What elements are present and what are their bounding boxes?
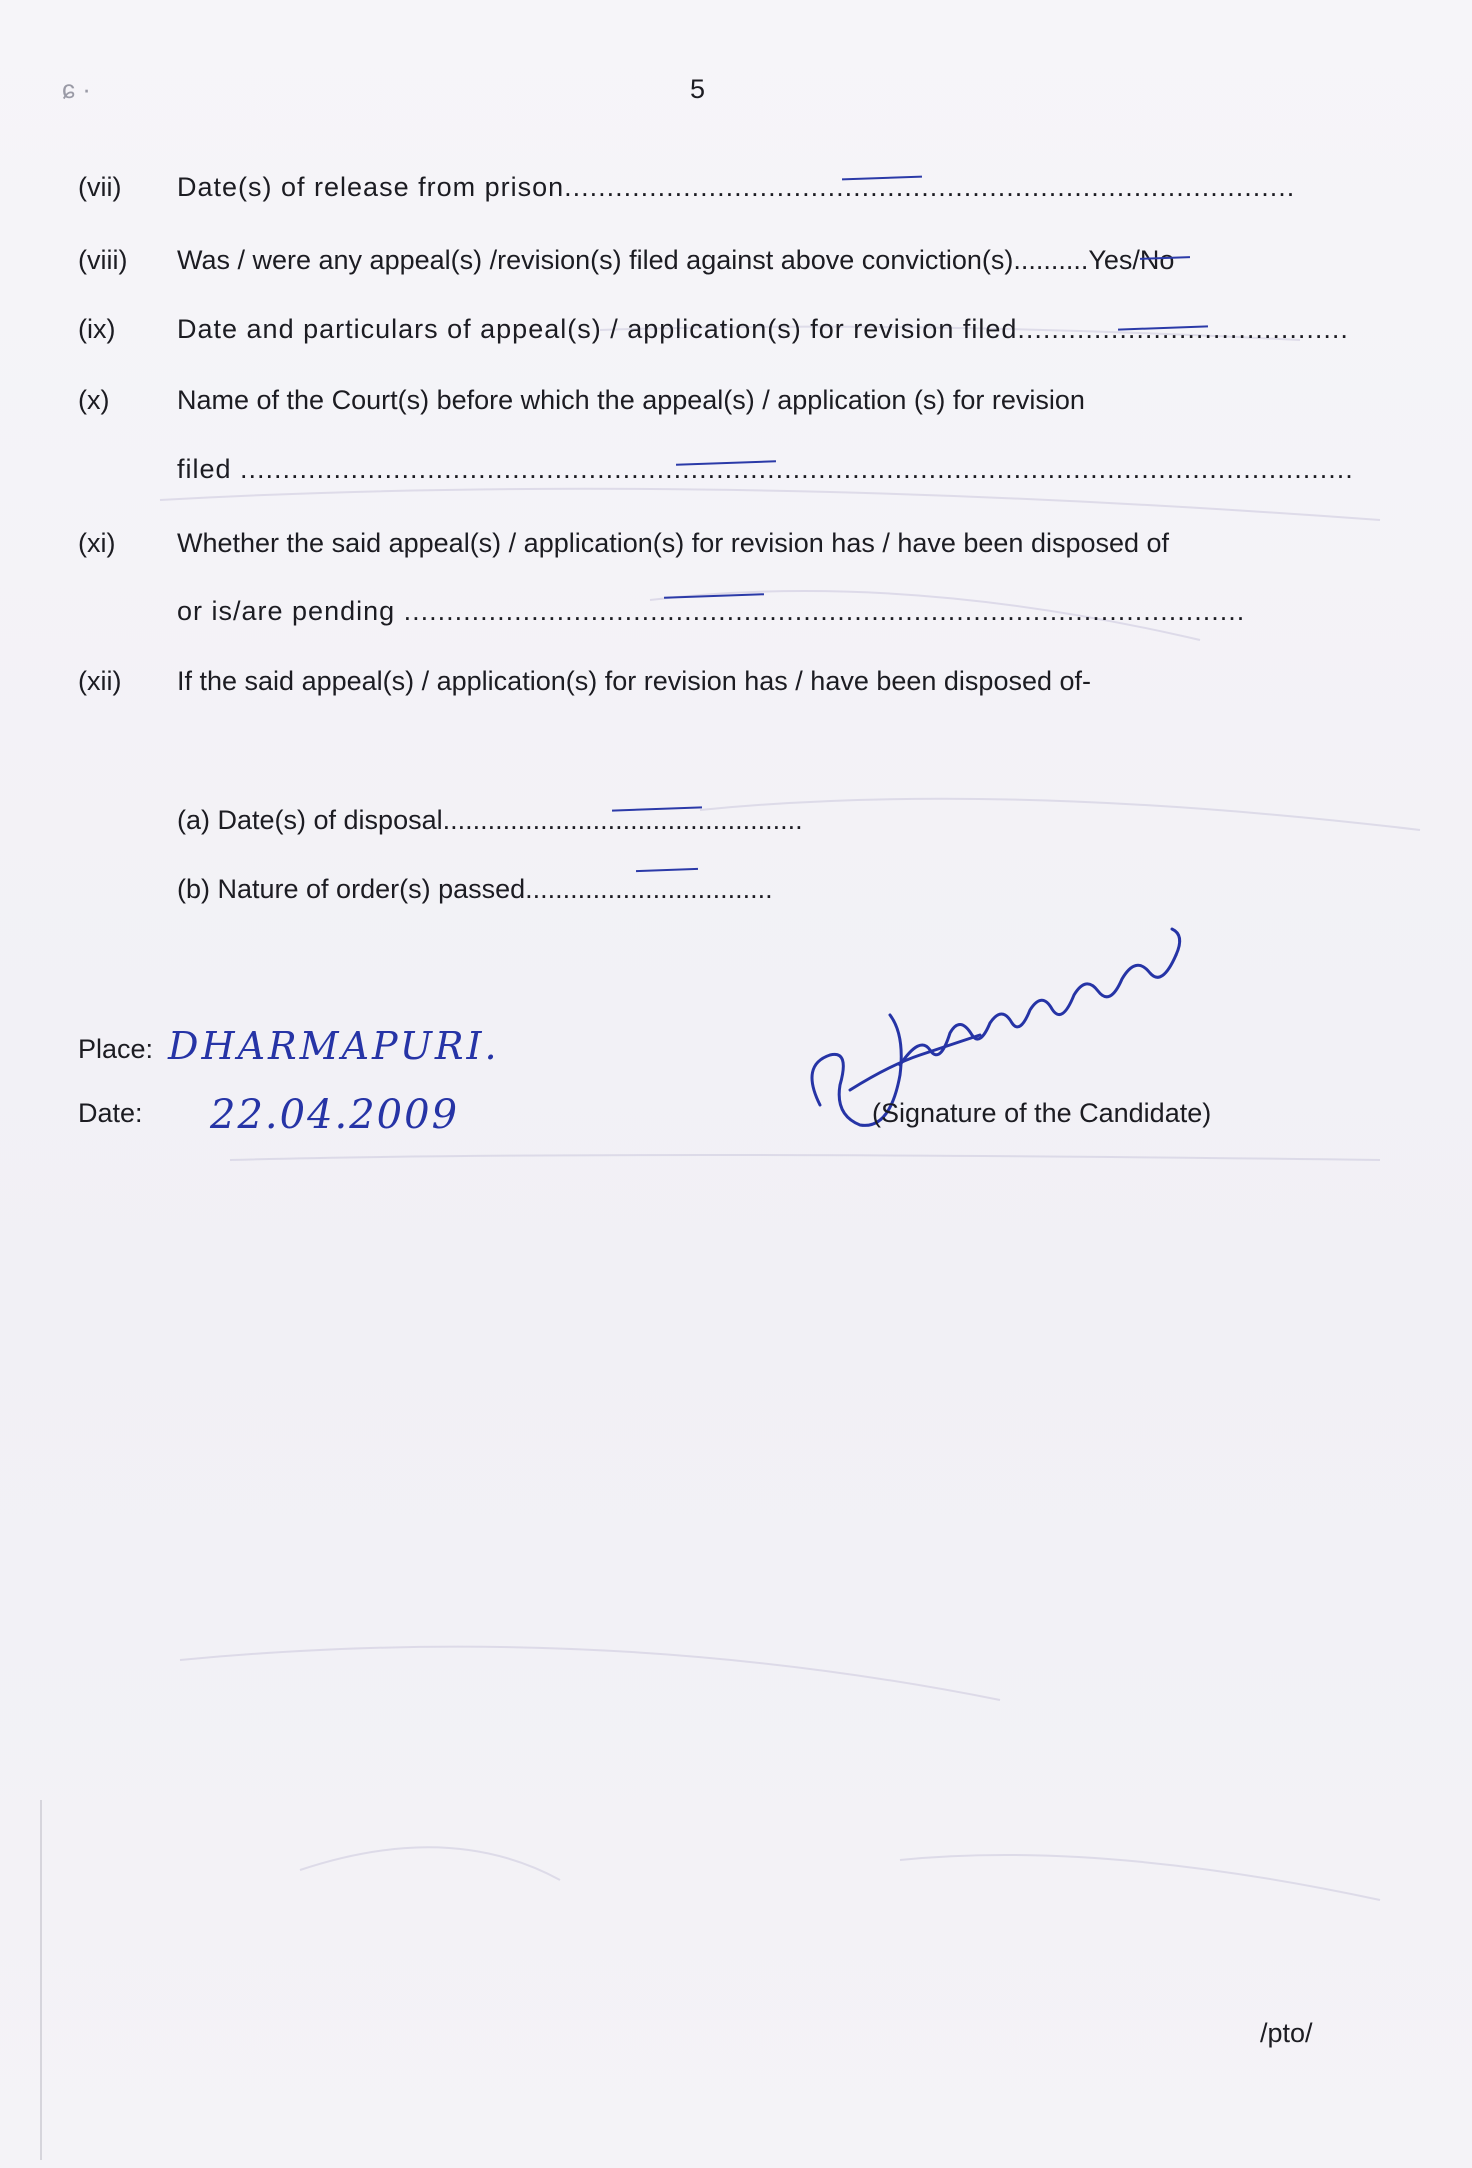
- place-value: DHARMAPURI.: [168, 1024, 500, 1068]
- page-edge-shadow: [40, 1800, 42, 2160]
- page-turn-marker: /pto/: [1260, 2018, 1313, 2048]
- item-text: Date and particulars of appeal(s) / application(s) for revision filed.......................................: [177, 314, 1349, 344]
- item-number: (x): [78, 385, 110, 415]
- corner-mark: ɕ ·: [62, 74, 91, 104]
- item-text: If the said appeal(s) / application(s) for revision has / have been disposed of-: [177, 666, 1092, 696]
- date-label: Date:: [78, 1098, 143, 1128]
- item-text: or is/are pending ...................................................................................................: [177, 596, 1246, 626]
- item-number: (xii): [78, 666, 122, 696]
- item-text: filed ...................................................................................................................................: [177, 454, 1354, 484]
- item-text: Was / were any appeal(s) /revision(s) filed against above conviction(s)..........Yes/No: [177, 245, 1175, 275]
- signature-caption: (Signature of the Candidate): [872, 1098, 1212, 1128]
- subitem-text: (b) Nature of order(s) passed.................................: [177, 874, 773, 904]
- item-text: Date(s) of release from prison......................................................................................: [177, 172, 1296, 202]
- item-text: Whether the said appeal(s) / application(s) for revision has / have been disposed of: [177, 528, 1170, 558]
- item-number: (vii): [78, 172, 122, 202]
- item-number: (ix): [78, 314, 116, 344]
- place-label: Place:: [78, 1034, 154, 1064]
- item-number: (xi): [78, 528, 116, 558]
- item-number: (viii): [78, 245, 128, 275]
- page-number: 5: [690, 74, 706, 104]
- date-value: 22.04.2009: [210, 1092, 460, 1138]
- subitem-text: (a) Date(s) of disposal................................................: [177, 805, 803, 835]
- item-text: Name of the Court(s) before which the appeal(s) / application (s) for revision: [177, 385, 1085, 415]
